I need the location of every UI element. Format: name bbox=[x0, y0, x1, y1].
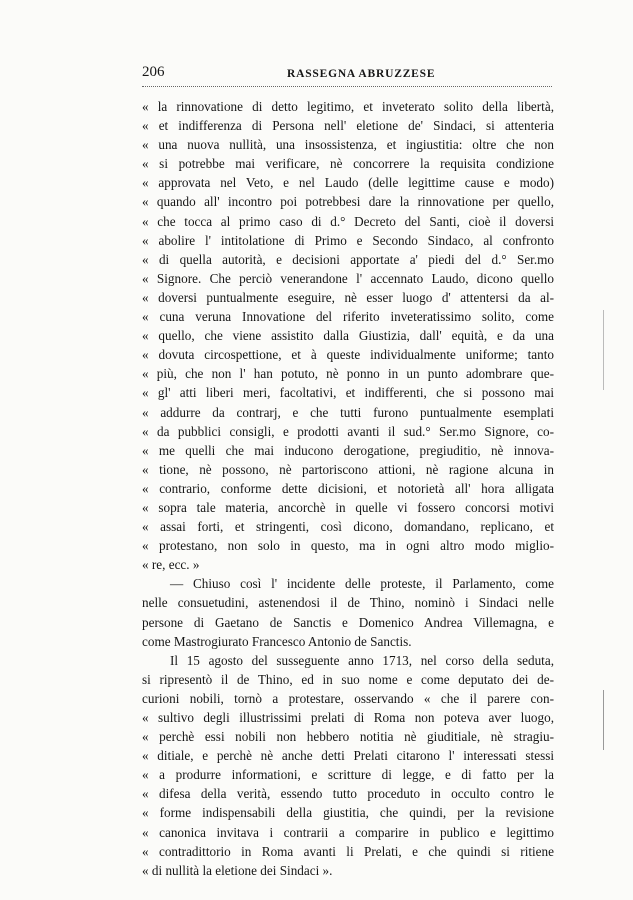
header-divider bbox=[142, 86, 552, 87]
margin-scan-mark bbox=[603, 310, 604, 390]
text-line: « addurre da contrarj, e che tutti furono puntualmente esemplati bbox=[142, 404, 554, 420]
text-line: « perchè essi nobili non hebbero notitia nè giuditiale, nè stragiu- bbox=[142, 729, 554, 745]
text-line: « contradittorio in Roma avanti li Prelati, e che quindi si ritiene bbox=[142, 843, 554, 859]
text-line: Il 15 agosto del susseguente anno 1713, nel corso della seduta, bbox=[170, 652, 554, 668]
text-line: « quello, che viene assistito dalla Giustizia, dall' equità, e da una bbox=[142, 328, 554, 344]
text-line: si ripresentò il de Thino, ed in suo nome e come deputato dei de- bbox=[142, 671, 554, 687]
text-line: « di quella autorità, e decisioni apportate a' piedi del d.° Ser.mo bbox=[142, 251, 554, 267]
text-line: « re, ecc. » bbox=[142, 557, 200, 573]
text-line: — Chiuso così l' incidente delle proteste, il Parlamento, come bbox=[170, 576, 554, 592]
text-line: « forme indispensabili della giustitia, che quindi, per la revisione bbox=[142, 805, 554, 821]
text-line: « contrario, conforme dette dicisioni, et notorietà all' hora alligata bbox=[142, 480, 554, 496]
margin-scan-mark bbox=[603, 690, 604, 750]
text-line: « una nuova nullità, una insossistenza, et ingiustitia: oltre che non bbox=[142, 137, 554, 153]
text-line: « ditiale, e perchè nè anche detti Prelati citarono l' interessati stessi bbox=[142, 748, 554, 764]
text-line: « protestano, non solo in questo, ma in ogni altro modo miglio- bbox=[142, 538, 554, 554]
text-line: « approvata nel Veto, e nel Laudo (delle legittime cause e modo) bbox=[142, 175, 554, 191]
text-line: « dovuta circospettione, et à queste individualmente uniforme; tanto bbox=[142, 347, 554, 363]
text-line: « abolire l' intitolatione di Primo e Secondo Sindaco, al confronto bbox=[142, 232, 554, 248]
text-line: curioni nobili, tornò a protestare, osservando « che il parere con- bbox=[142, 690, 554, 706]
text-line: come Mastrogiurato Francesco Antonio de Sanctis. bbox=[142, 633, 412, 649]
text-line: « la rinnovatione di detto legitimo, et inveterato solito della libertà, bbox=[142, 99, 554, 114]
text-line: « sopra tale materia, ancorchè in quelle vi fossero concorsi motivi bbox=[142, 499, 554, 515]
text-line: « di nullità la eletione dei Sindaci ». bbox=[142, 862, 333, 878]
text-line: « da pubblici consigli, e prodotti avanti il sud.° Ser.mo Signore, co- bbox=[142, 423, 554, 439]
text-line: « Signore. Che perciò venerandone l' accennato Laudo, dicono quello bbox=[142, 270, 554, 286]
text-line: « me quelli che mai inducono derogatione, pregiuditio, nè innova- bbox=[142, 442, 554, 458]
text-line: « sultivo degli illustrissimi prelati di Roma non poteva aver luogo, bbox=[142, 710, 554, 725]
text-line: « doversi puntualmente eseguire, nè esser luogo d' attentersi da al- bbox=[142, 289, 554, 305]
text-line: « più, che non l' han potuto, nè ponno in un punto adombrare que- bbox=[142, 366, 554, 382]
text-line: « et indifferenza di Persona nell' eletione de' Sindaci, si attenteria bbox=[142, 118, 554, 134]
text-line: « che tocca al primo caso di d.° Decreto del Santi, cioè il doversi bbox=[142, 213, 554, 229]
page-header bbox=[0, 0, 633, 80]
text-line: « assai forti, et stringenti, così dicono, domandano, replicano, et bbox=[142, 519, 554, 535]
text-line: « difesa della verità, essendo tutto proceduto in occulto contro le bbox=[142, 786, 554, 802]
text-line: « a produrre informationi, e scritture di legge, e di fatto per la bbox=[142, 767, 554, 783]
text-line: persone di Gaetano de Sanctis e Domenico Andrea Villemagna, e bbox=[142, 614, 554, 630]
running-title: RASSEGNA ABRUZZESE bbox=[287, 68, 436, 80]
page-number: 206 bbox=[142, 64, 165, 80]
text-line: « si potrebbe mai verificare, nè concorrere la requisita condizione bbox=[142, 156, 554, 172]
text-line: « cuna veruna Innovatione del riferito inveteratissimo solito, come bbox=[142, 309, 554, 325]
text-line: « quando all' incontro poi potrebbesi dare la rinnovatione per quello, bbox=[142, 194, 554, 210]
body-text bbox=[142, 97, 554, 880]
text-line: nelle consuetudini, astenendosi il de Thino, nominò i Sindaci nelle bbox=[142, 595, 554, 611]
text-line: « gl' atti liberi meri, facoltativi, et indifferenti, che si possono mai bbox=[142, 385, 554, 401]
text-line: « tione, nè possono, nè partoriscono attioni, nè ragione alcuna in bbox=[142, 461, 554, 477]
text-line: « canonica invitava i contrarii a comparire in publico e legittimo bbox=[142, 824, 554, 840]
